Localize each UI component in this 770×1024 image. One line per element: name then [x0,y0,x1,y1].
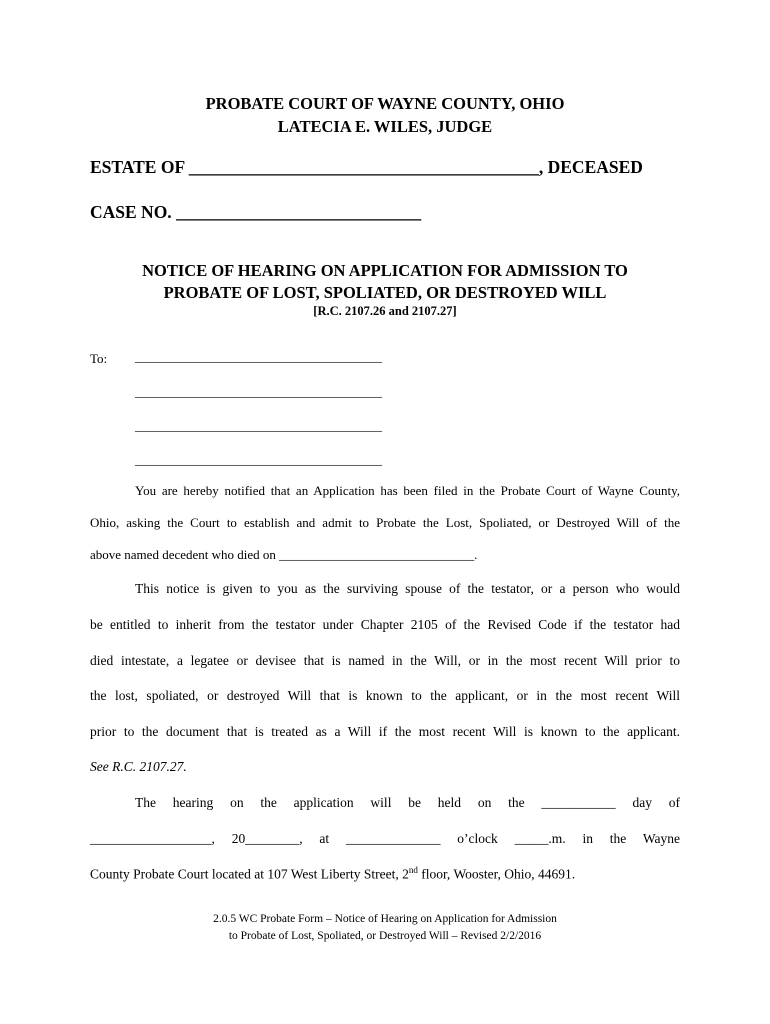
statute-citation: See R.C. 2107.27. [90,759,187,774]
paragraph3-line: __________________, 20________, at ______________ o’clock _____.m. in the Wayne [90,831,680,846]
paragraph2-line: the lost, spoliated, or destroyed Will that is known to the applicant, or in the most recent Will [90,688,680,703]
recipient-line[interactable]: ______________________________________ [135,349,382,364]
case-number-blank[interactable]: ____________________________ [176,202,422,222]
notice-title-line2: PROBATE OF LOST, SPOLIATED, OR DESTROYED WILL [163,283,607,302]
footer-line: to Probate of Lost, Spoliated, or Destroyed Will – Revised 2/2/2016 [228,930,542,942]
case-line [90,202,421,223]
estate-name-blank[interactable]: ________________________________________ [188,157,539,177]
recipient-line[interactable]: ______________________________________ [135,418,382,433]
estate-suffix: , DECEASED [538,157,643,177]
paragraph2-line: died intestate, a legatee or devisee that is named in the Will, or in the most recent Will prior to [90,653,680,668]
notice-title-line1: NOTICE OF HEARING ON APPLICATION FOR ADMISSION TO [142,261,628,280]
judge-name: LATECIA E. WILES, JUDGE [277,117,493,136]
to-label: To: [90,351,108,366]
paragraph2-line: This notice is given to you as the surviving spouse of the testator, or a person who would [135,581,680,596]
paragraph3-line [90,865,680,883]
case-prefix: CASE NO. [90,202,172,222]
estate-line [90,157,680,178]
paragraph2-line: be entitled to inherit from the testator under Chapter 2105 of the Revised Code if the testator had [90,617,680,632]
paragraph2-line: prior to the document that is treated as a Will if the most recent Will is known to the applicant. [90,724,680,739]
recipient-line[interactable]: ______________________________________ [135,384,382,399]
address-text: County Probate Court located at 107 West Liberty Street, 2 [90,866,409,882]
ordinal-superscript: nd [408,865,418,875]
court-name: PROBATE COURT OF WAYNE COUNTY, OHIO [205,94,565,113]
footer-line: 2.0.5 WC Probate Form – Notice of Hearing on Application for Admission [213,913,557,925]
statute-reference: [R.C. 2107.26 and 2107.27] [313,304,457,318]
recipient-line[interactable]: ______________________________________ [135,452,382,467]
paragraph1-line: You are hereby notified that an Application has been filed in the Probate Court of Wayne County, [135,483,680,498]
paragraph1-line: above named decedent who died on ______________________________. [90,547,478,562]
paragraph3-line: The hearing on the application will be held on the ___________ day of [135,795,680,810]
address-text-end: floor, Wooster, Ohio, 44691. [417,866,576,882]
paragraph1-line: Ohio, asking the Court to establish and admit to Probate the Lost, Spoliated, or Destroyed Will of the [90,515,680,530]
estate-prefix: ESTATE OF [90,157,185,177]
